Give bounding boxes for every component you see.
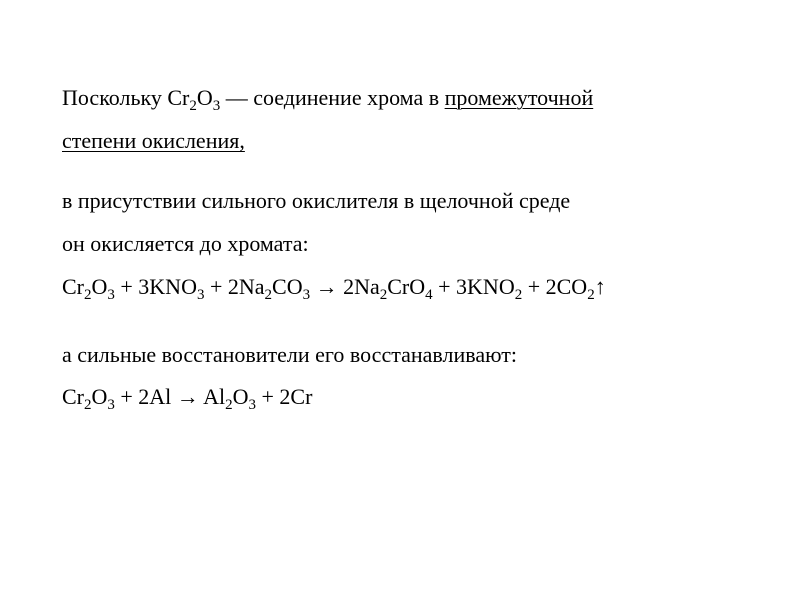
intro-text: — соединение хрома в [220,85,445,110]
intro-text: Поскольку Cr [62,85,190,110]
formula-part: + 3KNO [114,274,197,299]
intro-text: O [196,85,213,110]
subscript: 2 [514,287,523,303]
reduction-equation [62,383,312,411]
formula-part: O [91,274,108,299]
subscript: 2 [264,287,273,303]
subscript: 3 [196,287,205,303]
underlined-term: степени окисления, [62,128,245,153]
formula-part: + 2Cr [255,384,313,409]
subscript: 3 [248,397,256,413]
oxidation-condition-line: в присутствии сильного окислителя в щелочной среде [62,188,571,213]
formula-part: + 2Na [204,274,265,299]
formula-part: → 2Na [310,274,380,299]
subscript: 2 [587,287,595,303]
formula-part: Cr [62,274,84,299]
formula-part: + 2Al → Al [114,384,226,409]
formula-part: Cr [62,384,84,409]
intro-line-2 [62,127,245,155]
formula-part: + 2CO [522,274,588,299]
underlined-term: промежуточной [444,85,594,110]
oxidation-equation [62,273,606,301]
formula-part: O [91,384,108,409]
intro-line-1 [62,84,593,112]
subscript: 3 [302,287,311,303]
formula-part: CrO [387,274,426,299]
subscript: 3 [107,397,115,413]
subscript: 2 [84,397,92,413]
oxidation-result-line: он окисляется до хромата: [62,231,309,256]
formula-part: + 3KNO [432,274,515,299]
subscript: 2 [379,287,388,303]
subscript: 3 [107,287,115,303]
subscript: 2 [225,397,233,413]
subscript: 4 [425,287,433,303]
formula-part: O [232,384,249,409]
subscript: 2 [189,98,197,114]
reduction-line: а сильные восстановители его восстанавливают: [62,342,517,367]
formula-part: CO [272,274,303,299]
gas-arrow: ↑ [594,274,606,299]
subscript: 3 [212,98,221,114]
subscript: 2 [84,287,92,303]
